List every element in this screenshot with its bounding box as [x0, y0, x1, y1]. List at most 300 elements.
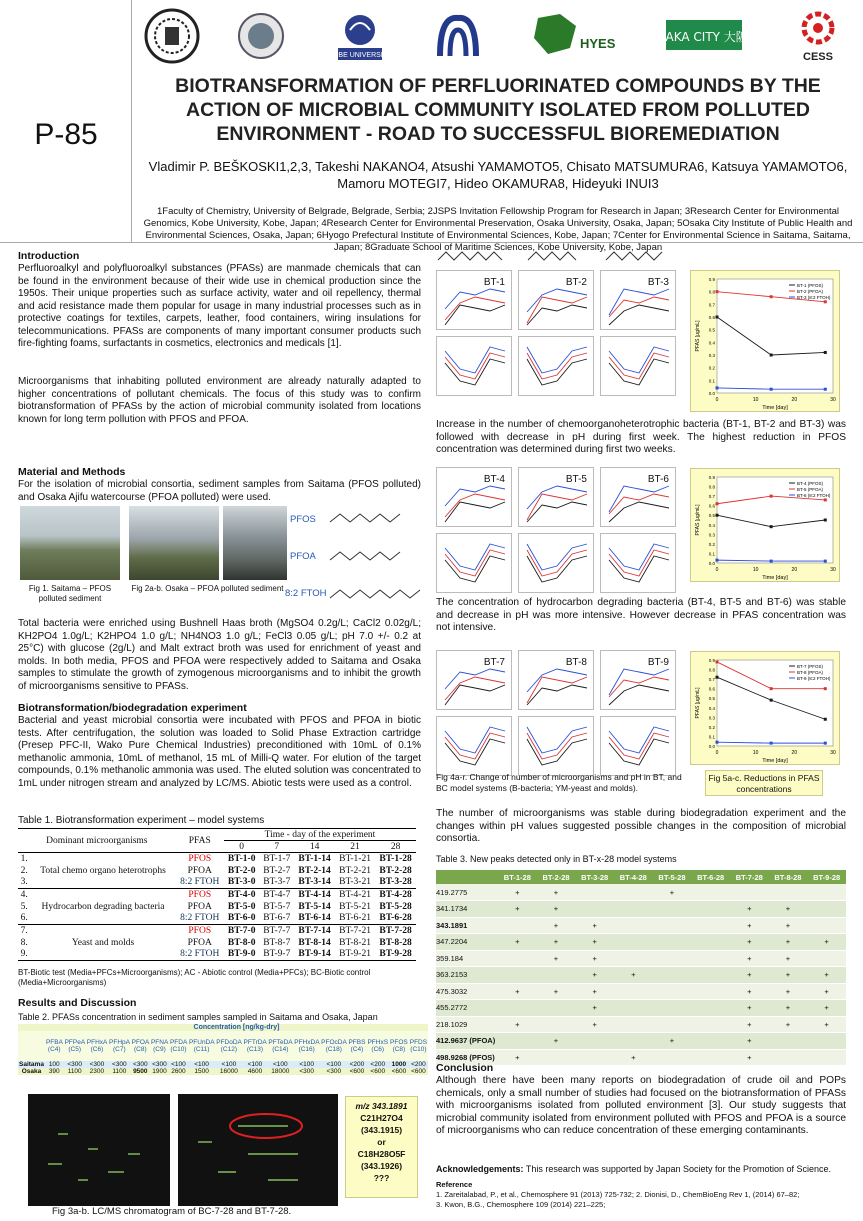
t1-cell: BT-9-28	[379, 949, 412, 960]
t3-cell	[498, 950, 537, 967]
t3-cell	[614, 934, 653, 951]
x-tick-label: 20	[791, 567, 798, 573]
t3-cell: +	[575, 917, 614, 934]
t2-header: PFHxS (C6)	[367, 1039, 389, 1053]
conclusion-heading: Conclusion	[436, 1062, 494, 1074]
t3-cell: +	[730, 1033, 769, 1050]
y-tick-label: 0.6	[708, 503, 715, 509]
fig4-series-line	[609, 556, 669, 582]
t3-cell	[653, 950, 692, 967]
t3-cell	[691, 917, 730, 934]
legend-entry: BT-8 (PFOA)	[797, 670, 824, 675]
t2-cell: <600	[370, 1068, 386, 1075]
t2-cell: <300	[67, 1061, 82, 1068]
fig4-series-line	[445, 669, 505, 689]
t3-cell: +	[730, 967, 769, 984]
authors-line-2: Mamoru MOTEGI7, Hideo OKAMURA8, Hideyuki INUI3	[337, 176, 659, 191]
mz-annotation-box	[345, 1096, 418, 1198]
t2-cell: <200	[411, 1061, 426, 1068]
y-axis-label: PFAS [μg/mL]	[695, 687, 701, 719]
or-text: or	[377, 1137, 386, 1147]
fig4-bt-label: BT-7	[483, 657, 505, 668]
t1-cell: BT-2-7	[263, 865, 291, 876]
fig4-series-line	[609, 685, 669, 705]
t3-row	[436, 967, 846, 984]
legend-entry: BT-2 (PFOA)	[797, 289, 824, 294]
t3-cell	[807, 884, 846, 901]
data-point	[770, 495, 773, 498]
t3-row-label: 341.1734	[436, 901, 498, 918]
x-tick-label: 0	[715, 750, 719, 756]
t3-cell: +	[769, 983, 808, 1000]
x-tick-label: 30	[830, 397, 836, 403]
t2-header: PFBS (C4)	[348, 1039, 366, 1053]
t3-header: BT-3-28	[575, 870, 614, 884]
fig4-series-line	[609, 502, 669, 522]
fig4-graph-lines	[601, 337, 677, 397]
t3-row	[436, 901, 846, 918]
t2-cell: 1100	[67, 1068, 82, 1075]
t2-cell: <100	[299, 1061, 315, 1068]
kobe-logo-text: KOBE UNIVERSITY	[328, 52, 392, 59]
author-list	[140, 158, 856, 192]
data-point	[824, 560, 827, 563]
y-tick-label: 0.5	[708, 327, 715, 333]
t1-cell: BT-1-21	[339, 853, 371, 864]
t2-cell: 1000	[391, 1061, 407, 1068]
chromatogram-bt-7-28	[178, 1094, 338, 1206]
t2-header: PFOA (C8)	[131, 1039, 150, 1053]
mass-2: (343.1926)	[360, 1161, 403, 1171]
t1-row-number: 8.	[20, 937, 28, 948]
t1-day-7: 7	[274, 841, 280, 852]
fig4-graph-lines	[519, 534, 595, 594]
t1-row	[18, 853, 416, 865]
t1-cell: BT-1-14	[298, 853, 331, 864]
t1-cell: BT-6-21	[339, 913, 371, 924]
t3-cell: +	[614, 967, 653, 984]
y-tick-label: 0.9	[708, 658, 715, 663]
t3-header: BT-1-28	[498, 870, 537, 884]
t3-header: BT-6-28	[691, 870, 730, 884]
t1-cell: BT-8-0	[227, 937, 256, 948]
formula-1: C21H27O4	[360, 1113, 403, 1123]
t3-cell: +	[730, 901, 769, 918]
y-tick-label: 0.8	[708, 667, 715, 673]
t3-row-label: 359.184	[436, 950, 498, 967]
t3-cell	[807, 917, 846, 934]
fig4-series-line	[609, 669, 669, 695]
t1-col-pfas: PFAS	[188, 835, 211, 846]
y-tick-label: 0.5	[708, 513, 715, 519]
t3-cell: +	[537, 917, 576, 934]
t2-cell: 16000	[219, 1068, 238, 1075]
t3-cell: +	[575, 950, 614, 967]
fig4-graph-lines	[437, 337, 513, 397]
data-point	[716, 660, 719, 663]
data-point	[716, 290, 719, 293]
t1-cell: BT-9-0	[227, 949, 256, 960]
data-point	[770, 354, 773, 357]
t1-pfas: PFOS	[188, 925, 212, 936]
fig4-graph	[600, 467, 676, 527]
t1-cell: BT-6-7	[263, 913, 291, 924]
x-tick-label: 10	[752, 567, 759, 573]
t3-cell: +	[807, 1000, 846, 1017]
t3-row	[436, 983, 846, 1000]
t2-header: PFBA (C4)	[45, 1039, 63, 1053]
t1-body	[18, 853, 416, 961]
x-tick-label: 0	[715, 567, 719, 573]
t3-header: BT-4-28	[614, 870, 653, 884]
data-point	[770, 687, 773, 690]
fig4-graph	[436, 467, 512, 527]
t3-cell	[807, 1033, 846, 1050]
t2-cell: 9500	[133, 1068, 148, 1075]
t1-cell: BT-5-28	[379, 901, 412, 912]
fig4-series-line	[445, 685, 505, 705]
t2-cell: <300	[112, 1061, 127, 1068]
t1-cell: BT-6-14	[298, 913, 331, 924]
t1-cell: BT-4-21	[339, 889, 371, 900]
pfos-label: PFOS	[290, 514, 316, 525]
t3-cell	[691, 1000, 730, 1017]
t2-header: PFOS (C8)	[390, 1039, 408, 1053]
t3-cell	[691, 901, 730, 918]
t3-cell: +	[575, 934, 614, 951]
fig4-graph-lines	[601, 534, 677, 594]
fig4-series-line	[609, 359, 669, 385]
data-point	[716, 559, 719, 562]
t1-col-dominant: Dominant microorganisms	[46, 835, 148, 846]
fig4-bt-label: BT-9	[647, 657, 669, 668]
t3-cell	[575, 901, 614, 918]
data-point	[824, 300, 827, 303]
x-axis-label: Time [day]	[762, 405, 788, 411]
y-tick-label: 0.8	[708, 484, 715, 490]
t3-cell: +	[575, 1016, 614, 1033]
x-axis-label: Time [day]	[762, 758, 788, 764]
fig4-bt-label: BT-2	[565, 277, 587, 288]
t1-day-14: 14	[309, 841, 320, 852]
t1-cell: BT-4-7	[263, 889, 291, 900]
t3-row	[436, 1033, 846, 1050]
fig5c-box	[690, 651, 840, 765]
fig4-series-line	[445, 544, 505, 570]
legend-entry: BT-1 (PFOS)	[797, 283, 824, 288]
kobe-university-logo	[330, 8, 390, 64]
t1-cell: BT-6-0	[227, 913, 256, 924]
t3-row-label: 455.2772	[436, 1000, 498, 1017]
fig4-graph-lines	[519, 717, 595, 777]
t3-cell: +	[498, 934, 537, 951]
t3-cell: +	[498, 983, 537, 1000]
data-point	[716, 676, 719, 679]
biotransformation-paragraph: Bacterial and yeast microbial consortia were incubated with PFOS and PFOA in biotic tests. After centrifugation, the solution was loaded to Solid Phase Extraction cartridge (Presep PFC-II, Wako Pure Chemical Industries) preconditioned with 10mL of 0.1% methanolic ammonia, 10mL of methanol, 15 mL of Milli-Q water. For elution of the target compounds, 0.1% methanolic ammonia was used. The eluted solution was concentrated to 1mL under nitrogen stream and analyzed by LC/MS. Abiotic tests were used as a control.	[18, 715, 421, 789]
t1-cell: BT-2-0	[227, 865, 256, 876]
t3-cell	[498, 1033, 537, 1050]
t3-cell	[691, 967, 730, 984]
t2-header: PFTeDA (C14)	[268, 1039, 293, 1053]
y-tick-label: 0.7	[708, 302, 715, 308]
osaka-city-logo-text: OSAKA CITY 大阪市	[648, 30, 760, 44]
x-tick-label: 30	[830, 567, 836, 573]
t2-cell: <200	[349, 1061, 365, 1068]
jsps-seal-icon	[236, 8, 286, 64]
legend-entry: BT-7 (PFOS)	[797, 664, 824, 669]
mass-1: (343.1915)	[360, 1125, 403, 1135]
t2-cell: 2300	[89, 1068, 105, 1075]
t3-cell: +	[498, 884, 537, 901]
table1-model-systems	[18, 828, 416, 961]
pfoa-label: PFOA	[290, 551, 316, 562]
t3-cell	[575, 1049, 614, 1066]
methods-paragraph-2: Total bacteria were enriched using Bushnell Haas broth (MgSO4 0.2g/L; CaCl2 0.02g/L; KH2PO4 1.0g/L; K2HPO4 1.0 g/L; NH4NO3 1.0 g/L; FeCl3 0.05 g/L; pH 7.0 +/- 0.2 at 25°C) with glucose (2g/L) and Malt extract broth was used for enrichment of yeast and molds. In both media, PFOS and PFOA were respectively added to Saitama and Osaka samples to stimulate the growth of zymogenous microorganisms and to inhibit the growth of microorganisms sensitive to PFASs.	[18, 618, 421, 692]
ack-label: Acknowledgements:	[436, 1164, 524, 1174]
t1-row-number: 4.	[20, 889, 28, 900]
t3-cell	[691, 983, 730, 1000]
x-tick-label: 10	[752, 397, 759, 403]
x-tick-label: 30	[830, 750, 836, 756]
poster-number-box	[0, 0, 132, 243]
results-paragraph-1: Increase in the number of chemoorganoheterotrophic bacteria (BT-1, BT-2 and BT-3) was followed with decrease in pH during first week. The highest reduction in PFOS concentration was determined during first two weeks.	[436, 419, 846, 455]
t1-cell: BT-9-7	[263, 949, 291, 960]
t1-cell: BT-6-28	[379, 913, 412, 924]
t2-cell: 390	[48, 1068, 60, 1075]
t2-row-label: Saitama	[19, 1061, 44, 1068]
t3-cell: +	[730, 1016, 769, 1033]
y-tick-label: 0.4	[708, 340, 715, 346]
data-point	[824, 687, 827, 690]
fig4-graph	[436, 533, 512, 593]
fig4-series-line	[445, 556, 505, 582]
fig4-series-line	[609, 305, 669, 325]
t2-cell: <300	[89, 1061, 105, 1068]
t2-cell: <600	[391, 1068, 407, 1075]
t1-cell: BT-7-7	[263, 925, 291, 936]
t2-cell: <300	[299, 1068, 315, 1075]
poster-header	[0, 0, 863, 253]
x-axis-label: Time [day]	[762, 575, 788, 581]
data-point	[716, 741, 719, 744]
affiliations: 1Faculty of Chemistry, University of Belgrade, Belgrade, Serbia; 2JSPS Invitation Fellowship Program for Research in Japan; 3Research Center for Environmental Genomics, Kobe University, Kobe, Japan; 4Research Center for Environmental Preservation, Osaka University, Osaka, Japan; 5Osaka City Institute of Public Health and Environmental Sciences, Osaka, Japan; 6Hyogo Prefectural Institute of Environmental Sciences, Kobe, Japan; 7Center for Environmental Science in Saitama, Saitama, Japan; 8Graduate School of Maritime Sciences, Kobe University, Kobe, Japan	[143, 206, 853, 253]
t2-cell: <100	[326, 1061, 342, 1068]
reference-line-2: 3. Kwon, B.G., Chemosphere 109 (2014) 221–225;	[436, 1200, 606, 1209]
t3-cell: +	[575, 1000, 614, 1017]
t2-cell: 1900	[152, 1068, 167, 1075]
t3-cell	[614, 884, 653, 901]
x-tick-label: 10	[752, 750, 759, 756]
t3-cell: +	[653, 884, 692, 901]
legend-entry: BT-4 (PFOS)	[797, 481, 824, 486]
y-tick-label: 0.4	[708, 705, 715, 711]
fig4-graph	[518, 336, 594, 396]
table1-caption: Table 1. Biotransformation experiment – model systems	[18, 815, 265, 826]
t1-group: Yeast and molds	[71, 937, 135, 948]
t3-cell: +	[730, 983, 769, 1000]
fig4-bt-label: BT-4	[483, 474, 505, 485]
fig4-series-line	[445, 727, 505, 753]
t3-cell: +	[807, 934, 846, 951]
fig4-graph	[436, 336, 512, 396]
y-axis-label: PFAS [μg/mL]	[695, 504, 701, 536]
t3-cell	[614, 1000, 653, 1017]
fig4-bt-label: BT-1	[483, 277, 505, 288]
data-point	[824, 742, 827, 745]
t3-row	[436, 1000, 846, 1017]
legend-entry: BT-5 (PFOA)	[797, 487, 824, 492]
t2-cell: 1100	[112, 1068, 127, 1075]
x-tick-label: 20	[791, 750, 798, 756]
t3-cell	[769, 1049, 808, 1066]
t3-header: BT-2-28	[537, 870, 576, 884]
t3-cell: +	[730, 950, 769, 967]
t1-pfas: 8:2 FTOH	[180, 877, 220, 888]
t1-pfas: 8:2 FTOH	[180, 949, 220, 960]
table2-caption: Table 2. PFASs concentration in sediment samples sampled in Saitama and Osaka, Japan	[18, 1012, 378, 1022]
data-point	[716, 502, 719, 505]
t3-cell: +	[537, 1033, 576, 1050]
t2-cell: <300	[152, 1061, 167, 1068]
results-paragraph-3: The number of microorganisms was stable during biodegradation experiment and the changes within pH values suggested possible changes in the composition of microbial consortia.	[436, 808, 846, 844]
fig4-bt-label: BT-6	[647, 474, 669, 485]
fig4-series-line	[527, 494, 587, 520]
t3-cell: +	[537, 901, 576, 918]
t1-pfas: PFOA	[187, 901, 212, 912]
t3-cell: +	[537, 983, 576, 1000]
t2-cell: 100	[48, 1061, 60, 1068]
t3-cell	[614, 901, 653, 918]
t1-cell: BT-4-28	[379, 889, 412, 900]
t3-cell	[498, 1000, 537, 1017]
t1-pfas: PFOS	[188, 889, 212, 900]
data-point	[770, 295, 773, 298]
y-tick-label: 0.4	[708, 522, 715, 528]
t1-day-21: 21	[350, 841, 360, 852]
t3-row	[436, 917, 846, 934]
t3-row	[436, 1049, 846, 1066]
t1-cell: BT-7-21	[339, 925, 371, 936]
fig4-series-line	[609, 739, 669, 765]
t2-cell: <300	[326, 1068, 342, 1075]
results-paragraph-2: The concentration of hydrocarbon degrading bacteria (BT-4, BT-5 and BT-6) was stable and decrease in pH was more intensive. However decrease in PFAS concentration was not intensive.	[436, 597, 846, 633]
t3-cell: +	[537, 950, 576, 967]
data-point	[770, 742, 773, 745]
t1-cell: BT-1-28	[379, 853, 412, 864]
fig4-caption: Fig 4a-r. Change of number of microorganisms and pH in BT, and BC model systems (B-bacteria; YM-yeast and molds).	[436, 772, 682, 793]
y-tick-label: 0.7	[708, 677, 715, 683]
t3-cell	[498, 967, 537, 984]
t2-header: PFHpA (C7)	[109, 1039, 130, 1053]
t1-cell: BT-7-0	[227, 925, 256, 936]
intro-paragraph-2: Microorganisms that inhabiting polluted environment are already naturally adapted to higher concentrations of pollutant chemicals. The focus of this study was to confirm biotransformation of PFASs by the action of microbial community isolated from locations known for long term pollution with PFOS and PFOA.	[18, 376, 421, 425]
t3-row-label: 363.2153	[436, 967, 498, 984]
fig4-bt-label: BT-3	[647, 277, 669, 288]
t2-cell: <300	[132, 1061, 148, 1068]
t1-cell: BT-7-28	[379, 925, 412, 936]
fig5c-chart	[691, 652, 841, 766]
data-point	[770, 560, 773, 563]
t3-cell	[537, 1049, 576, 1066]
t1-pfas: PFOA	[187, 865, 212, 876]
t3-cell: +	[769, 967, 808, 984]
fig4-bt-label: BT-8	[565, 657, 587, 668]
y-tick-label: 0.6	[708, 686, 715, 692]
fig4-series-line	[445, 353, 505, 379]
fig2-caption: Fig 2a-b. Osaka – PFOA polluted sediment	[131, 584, 284, 593]
t3-cell: +	[653, 1033, 692, 1050]
y-tick-label: 0.1	[708, 378, 715, 384]
conclusion-paragraph: Although there have been many reports on biodegradation of crude oil and POPs chemicals, only a small number of studies had focused on the biotransformation of PFASs with microorganisms isolated from polluted environment [3]. Our study suggests that microbial community isolated from environment polluted with PFOS and PFOA is a source of microorganisms who can reduce concentration of these emerging contaminants.	[436, 1075, 846, 1136]
photo-osaka-sediment-a	[129, 506, 219, 580]
fig4-series-line	[609, 550, 669, 576]
t2-header: PFNA (C9)	[150, 1039, 169, 1053]
t1-cell: BT-5-14	[298, 901, 331, 912]
fig4-series-line	[445, 305, 505, 325]
t1-pfas: PFOS	[188, 853, 212, 864]
t1-cell: BT-8-7	[263, 937, 291, 948]
y-tick-label: 0.6	[708, 315, 715, 320]
fig4-series-line	[527, 297, 587, 323]
y-tick-label: 0.2	[708, 724, 715, 730]
table2-sediment-concentrations	[18, 1024, 428, 1075]
table3-new-peaks	[436, 870, 846, 1066]
acknowledgements	[436, 1164, 831, 1174]
t3-cell	[807, 950, 846, 967]
fig4-graph-lines	[601, 717, 677, 777]
fig4-graph	[600, 533, 676, 593]
t3-cell: +	[807, 1016, 846, 1033]
t1-row-number: 6.	[20, 913, 28, 924]
hyes-logo	[530, 8, 614, 64]
data-point	[824, 498, 827, 501]
t3-cell	[537, 967, 576, 984]
t1-cell: BT-4-0	[227, 889, 256, 900]
t1-day-0: 0	[239, 841, 245, 852]
t3-row-label: 347.2204	[436, 934, 498, 951]
logo-bar	[140, 8, 860, 68]
poster-number: P-85	[34, 118, 98, 151]
t3-row-label: 498.9268 (PFOS)	[436, 1049, 498, 1066]
t1-cell: BT-3-14	[298, 877, 331, 888]
t3-header: BT-5-28	[653, 870, 692, 884]
fig4-graph	[600, 336, 676, 396]
t1-cell: BT-8-21	[339, 937, 371, 948]
t2-cell: <100	[194, 1061, 209, 1068]
fig4-graph	[436, 716, 512, 776]
osaka-university-logo-icon	[430, 8, 486, 64]
fig4-series-line	[609, 727, 669, 753]
fig4-series-line	[445, 289, 505, 309]
fig4-series-line	[609, 289, 669, 315]
y-tick-label: 0.0	[708, 391, 715, 396]
t2-header: PFUnDA (C11)	[188, 1039, 215, 1053]
hyes-logo-text: HYES	[580, 36, 616, 51]
chromatogram-a-icon	[28, 1094, 170, 1206]
t3-cell	[653, 1049, 692, 1066]
t1-row-number: 2.	[20, 865, 28, 876]
t3-cell: +	[769, 934, 808, 951]
legend-entry: BT-6 (8:2 FTOH)	[797, 493, 831, 498]
fig4-graph	[518, 650, 594, 710]
fig5-caption: Fig 5a-c. Reductions in PFAS concentrations	[705, 770, 823, 796]
t1-row	[18, 925, 416, 937]
fig4-series-line	[609, 347, 669, 373]
t1-cell: BT-2-14	[298, 865, 331, 876]
t3-cell: +	[537, 934, 576, 951]
y-tick-label: 0.2	[708, 541, 715, 547]
fig4-graph-lines	[437, 534, 513, 594]
